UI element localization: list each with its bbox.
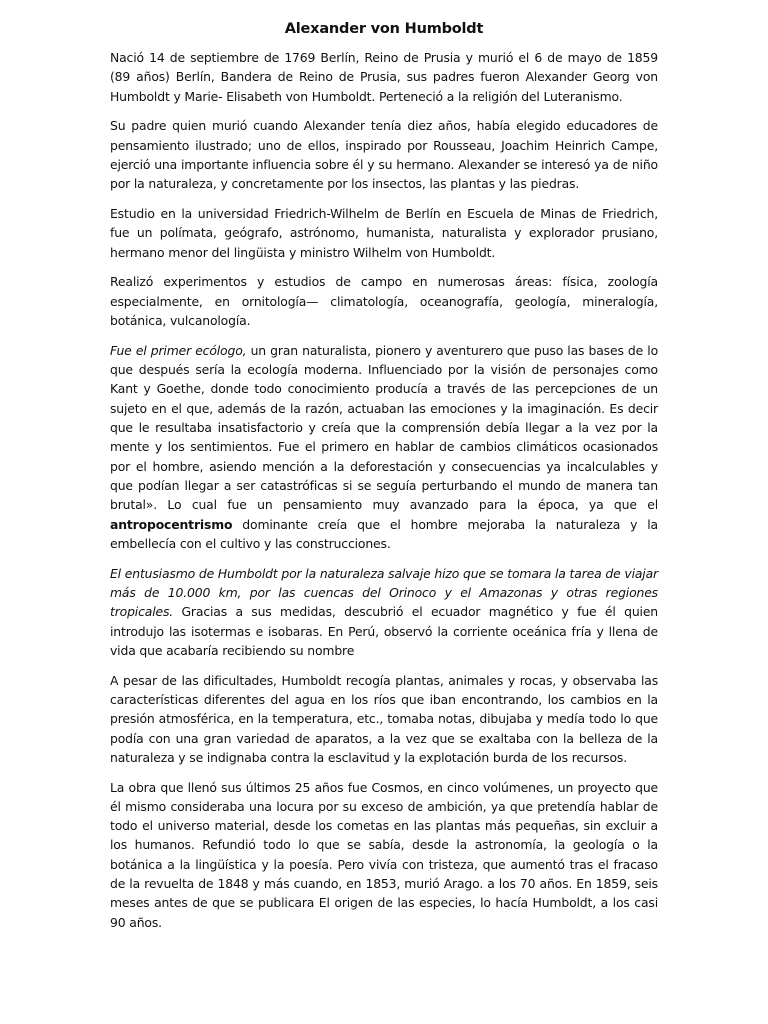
paragraph-studies: Estudio en la universidad Friedrich-Wilhelm de Berlín en Escuela de Minas de Friedrich, fue un polímata, geógrafo, astrónomo, humanista, naturalista y explorador prusiano, hermano menor del lingüista y ministro Wilhelm von Humboldt. <box>110 206 658 260</box>
paragraph-birth-death: Nació 14 de septiembre de 1769 Berlín, Reino de Prusia y murió el 6 de mayo de 1859 (89 años) Berlín, Bandera de Reino de Prusia, sus padres fueron Alexander Georg von Humboldt y Marie- Elisabeth von Humboldt. Perteneció a la religión del Luteranismo. <box>110 50 658 104</box>
paragraph-first-ecologist <box>110 341 658 553</box>
travels-italic: El entusiasmo de Humboldt por la naturaleza salvaje hizo que se tomara la tarea de viajar más de 10.000 km, por las cuencas del Orinoco y el Amazonas y otras regiones tropicales. <box>110 565 658 620</box>
paragraph-experiments: Realizó experimentos y estudios de campo en numerosas áreas: física, zoología especialmente, en ornitología— climatología, oceanografía, geología, mineralogía, botánica, vulcanología. <box>110 274 658 329</box>
first-ecologist-end: dominante creía que el hombre mejoraba la naturaleza y la embellecía con el cultivo y las construcciones. <box>110 516 658 551</box>
paragraph-cosmos: La obra que llenó sus últimos 25 años fue Cosmos, en cinco volúmenes, un proyecto que él mismo consideraba una locura por su exceso de ambición, ya que pretendía hablar de todo el universo material, desde los cometas en las plantas más pequeñas, sin excluir a los humanos. Refundió todo lo que se sabía, desde la astronomía, la geología o la botánica a la lingüística y la poesía. Pero vivía con tristeza, que aumentó tras el fracaso de la revuelta de 1848 y más cuando, en 1853, murió Arago. a los 70 años. En 1859, seis meses antes de que se publicara El origen de las especies, lo hacía Humboldt, a los casi 90 años. <box>110 779 658 930</box>
paragraph-father-education: Su padre quien murió cuando Alexander tenía diez años, había elegido educadores de pensamiento ilustrado; uno de ellos, inspirado por Rousseau, Joachim Heinrich Campe, ejerció una importante influencia sobre él y su hermano. Alexander se interesó ya de niño por la naturaleza, y concretamente por los insectos, las plantas y las piedras. <box>110 118 658 192</box>
travels-text: Gracias a sus medidas, descubrió el ecuador magnético y fue él quien introdujo las isotermas e isobaras. En Perú, observó la corriente oceánica fría y llena de vida que acabaría recibiendo su nombre <box>110 604 658 658</box>
anthropocentrism-bold: antropocentrismo <box>110 516 233 532</box>
paragraph-collecting: A pesar de las dificultades, Humboldt recogía plantas, animales y rocas, y observaba las características diferentes del agua en los ríos que iban encontrando, los cambios en la presión atmosférica, en la temperatura, etc., tomaba notas, dibujaba y medía todo lo que podía con una gran variedad de aparatos, a la vez que se exaltaba con la belleza de la naturaleza y se indignaba contra la esclavitud y la explotación burda de los recursos. <box>110 672 658 765</box>
document-page <box>110 18 658 942</box>
paragraph-travels <box>110 564 658 660</box>
document-title: Alexander von Humboldt <box>284 21 484 37</box>
first-ecologist-italic: Fue el primer ecólogo, <box>110 342 247 358</box>
first-ecologist-text: un gran naturalista, pionero y aventurero que puso las bases de lo que después sería la ecología moderna. Influenciado por la visión de personajes como Kant y Goethe, donde todo conocimiento producía a través de las percepciones de un sujeto en el que, además de la razón, actuaban las emociones y la imaginación. Es decir que le resultaba insatisfactorio y creía que la comprensión debía llegar a la vez por la mente y los sentimientos. Fue el primero en hablar de cambios climáticos ocasionados por el hombre, asiendo mención a la deforestación y consecuencias ya incalculables y que podían llegar a ser catastróficas si se seguía perturbando el mundo de manera tan brutal». Lo cual fue un pensamiento muy avanzado para la época, ya que el <box>110 342 659 513</box>
